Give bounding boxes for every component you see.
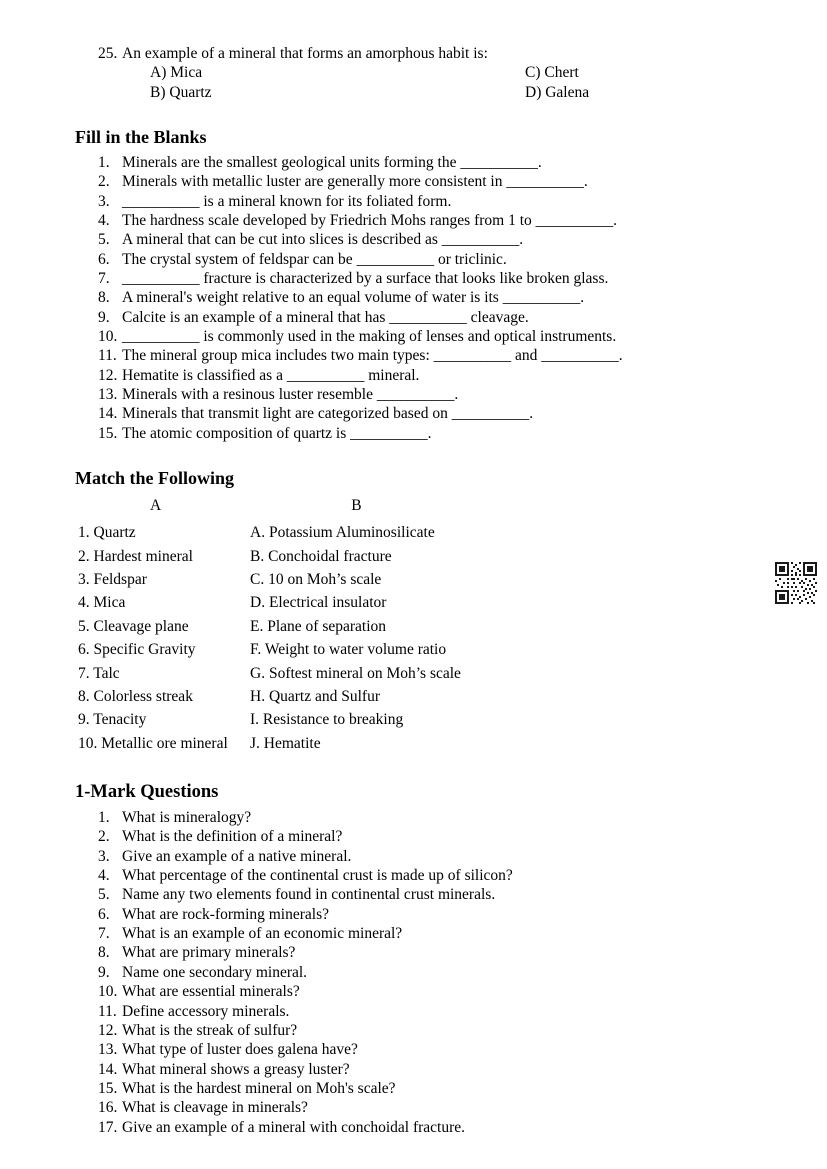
item-text: The hardness scale developed by Friedrich Mohs ranges from 1 to __________.	[122, 212, 618, 230]
fill-blank-item	[98, 153, 787, 172]
fill-blank-item	[98, 211, 787, 230]
item-text: Give an example of a native mineral.	[122, 847, 352, 865]
item-text: The atomic composition of quartz is __________.	[122, 424, 432, 442]
match-item-a: 4. Mica	[78, 594, 126, 612]
item-number: 14.	[98, 1060, 118, 1078]
one-mark-item	[98, 1002, 787, 1021]
match-item-a: 2. Hardest mineral	[78, 547, 193, 565]
item-number: 9.	[98, 308, 110, 326]
qr-code	[775, 562, 817, 604]
match-heading: Match the Following	[75, 468, 234, 489]
item-text: What is the hardest mineral on Moh's scale?	[122, 1079, 396, 1097]
item-text: What are primary minerals?	[122, 944, 296, 962]
answer-option: B) Quartz	[150, 83, 212, 101]
question-text: An example of a mineral that forms an amorphous habit is:	[122, 45, 488, 62]
one-mark-item	[98, 808, 787, 827]
match-item-b: H. Quartz and Sulfur	[250, 687, 380, 705]
fill-blank-item	[98, 346, 787, 365]
item-text: The crystal system of feldspar can be __________ or triclinic.	[122, 250, 507, 268]
match-item-b: A. Potassium Aluminosilicate	[250, 524, 435, 542]
item-text: What is the definition of a mineral?	[122, 828, 343, 846]
one-mark-item	[98, 1021, 787, 1040]
fill-blank-item	[98, 404, 787, 423]
item-text: Give an example of a mineral with conchoidal fracture.	[122, 1118, 466, 1136]
item-text: Name one secondary mineral.	[122, 963, 308, 981]
item-number: 10.	[98, 328, 118, 346]
match-row	[78, 640, 787, 663]
item-text: __________ fracture is characterized by a surface that looks like broken glass.	[122, 270, 609, 288]
fill-blank-item	[98, 192, 787, 211]
match-item-a: 1. Quartz	[78, 524, 136, 542]
match-table	[78, 496, 787, 757]
item-number: 5.	[98, 231, 110, 249]
match-item-a: 5. Cleavage plane	[78, 617, 189, 635]
fill-blank-item	[98, 172, 787, 191]
match-row	[78, 664, 787, 687]
item-text: Name any two elements found in continental crust minerals.	[122, 886, 496, 904]
fill-blank-item	[98, 385, 787, 404]
fill-blank-item	[98, 327, 787, 346]
item-number: 14.	[98, 405, 118, 423]
one-mark-item	[98, 866, 787, 885]
fill-blank-item	[98, 269, 787, 288]
match-item-b: C. 10 on Moh’s scale	[250, 570, 382, 588]
match-row	[78, 547, 787, 570]
item-text: Minerals are the smallest geological units forming the __________.	[122, 154, 542, 171]
item-number: 1.	[98, 809, 110, 827]
one-mark-list	[75, 808, 787, 1137]
question-number: 25.	[98, 45, 118, 62]
item-text: Minerals with a resinous luster resemble __________.	[122, 386, 459, 404]
fill-blank-item	[98, 366, 787, 385]
item-number: 15.	[98, 1079, 118, 1097]
one-mark-item	[98, 1098, 787, 1117]
item-number: 17.	[98, 1118, 118, 1136]
item-number: 16.	[98, 1099, 118, 1117]
one-mark-item	[98, 905, 787, 924]
item-text: What mineral shows a greasy luster?	[122, 1060, 350, 1078]
item-number: 12.	[98, 366, 118, 384]
match-item-a: 3. Feldspar	[78, 570, 147, 588]
question-25-options	[150, 63, 787, 102]
fill-blank-item	[98, 424, 787, 443]
item-number: 7.	[98, 270, 110, 288]
match-column-headers	[78, 496, 787, 515]
one-mark-item	[98, 943, 787, 962]
item-text: A mineral that can be cut into slices is described as __________.	[122, 231, 524, 249]
question-25-block	[75, 44, 787, 102]
one-mark-heading: 1-Mark Questions	[75, 782, 219, 803]
match-row	[78, 687, 787, 710]
item-number: 4.	[98, 867, 110, 885]
match-item-b: G. Softest mineral on Moh’s scale	[250, 664, 461, 682]
one-mark-questions-section	[75, 781, 787, 1137]
item-text: What is mineralogy?	[122, 809, 252, 827]
match-item-a: 7. Talc	[78, 664, 120, 682]
fill-in-the-blanks-section	[75, 126, 787, 443]
one-mark-item	[98, 1040, 787, 1059]
item-number: 13.	[98, 386, 118, 404]
match-item-b: B. Conchoidal fracture	[250, 547, 392, 565]
one-mark-item	[98, 924, 787, 943]
item-text: What are essential minerals?	[122, 983, 300, 1001]
match-item-b: E. Plane of separation	[250, 617, 387, 635]
item-number: 4.	[98, 212, 110, 230]
match-item-a: 10. Metallic ore mineral	[78, 734, 228, 752]
one-mark-item	[98, 1079, 787, 1098]
one-mark-item	[98, 847, 787, 866]
one-mark-item	[98, 1060, 787, 1079]
match-row	[78, 617, 787, 640]
item-number: 3.	[98, 847, 110, 865]
match-row	[78, 523, 787, 546]
one-mark-item	[98, 885, 787, 904]
question-25	[98, 44, 787, 63]
fill-blanks-heading: Fill in the Blanks	[75, 127, 207, 147]
match-row	[78, 710, 787, 733]
item-number: 11.	[98, 1002, 117, 1020]
match-item-b: J. Hematite	[250, 734, 321, 752]
match-column-a-header: A	[150, 497, 162, 515]
item-number: 10.	[98, 983, 118, 1001]
item-number: 6.	[98, 905, 110, 923]
item-text: Minerals that transmit light are categorized based on __________.	[122, 405, 534, 423]
item-number: 12.	[98, 1021, 118, 1039]
item-number: 13.	[98, 1041, 118, 1059]
item-text: Define accessory minerals.	[122, 1002, 290, 1020]
item-text: What type of luster does galena have?	[122, 1041, 358, 1059]
match-row	[78, 593, 787, 616]
item-text: What is cleavage in minerals?	[122, 1099, 308, 1117]
one-mark-item	[98, 827, 787, 846]
match-item-b: F. Weight to water volume ratio	[250, 641, 447, 659]
match-item-b: D. Electrical insulator	[250, 594, 387, 612]
match-item-a: 6. Specific Gravity	[78, 641, 196, 659]
match-the-following-section	[75, 467, 787, 757]
item-text: __________ is commonly used in the making of lenses and optical instruments.	[122, 328, 617, 346]
item-number: 15.	[98, 424, 118, 442]
item-number: 11.	[98, 347, 117, 365]
match-item-a: 9. Tenacity	[78, 711, 147, 729]
item-text: Hematite is classified as a __________ mineral.	[122, 366, 420, 384]
fill-blank-item	[98, 308, 787, 327]
match-row	[78, 570, 787, 593]
item-text: What is the streak of sulfur?	[122, 1021, 298, 1039]
item-number: 9.	[98, 963, 110, 981]
item-text: __________ is a mineral known for its foliated form.	[122, 192, 452, 210]
match-column-b-header: B	[351, 497, 362, 515]
item-number: 3.	[98, 192, 110, 210]
item-number: 8.	[98, 289, 110, 307]
item-text: What is an example of an economic mineral?	[122, 925, 403, 943]
item-number: 8.	[98, 944, 110, 962]
fill-blank-item	[98, 250, 787, 269]
match-item-a: 8. Colorless streak	[78, 687, 193, 705]
match-row	[78, 734, 787, 757]
item-number: 2.	[98, 173, 110, 191]
one-mark-item	[98, 982, 787, 1001]
fill-blank-item	[98, 230, 787, 249]
item-text: A mineral's weight relative to an equal volume of water is its __________.	[122, 289, 585, 307]
item-number: 5.	[98, 886, 110, 904]
fill-blanks-list	[75, 153, 787, 443]
item-text: Calcite is an example of a mineral that has __________ cleavage.	[122, 308, 529, 326]
match-item-b: I. Resistance to breaking	[250, 711, 404, 729]
one-mark-item	[98, 963, 787, 982]
item-number: 2.	[98, 828, 110, 846]
item-text: What percentage of the continental crust is made up of silicon?	[122, 867, 513, 885]
answer-option: D) Galena	[525, 83, 590, 101]
one-mark-item	[98, 1118, 787, 1137]
item-text: Minerals with metallic luster are generally more consistent in __________.	[122, 173, 588, 191]
fill-blank-item	[98, 288, 787, 307]
answer-option: A) Mica	[150, 64, 203, 81]
answer-option: C) Chert	[525, 64, 579, 81]
item-text: The mineral group mica includes two main types: __________ and __________.	[122, 347, 623, 365]
item-number: 1.	[98, 154, 110, 171]
item-number: 7.	[98, 925, 110, 943]
item-text: What are rock-forming minerals?	[122, 905, 330, 923]
item-number: 6.	[98, 250, 110, 268]
